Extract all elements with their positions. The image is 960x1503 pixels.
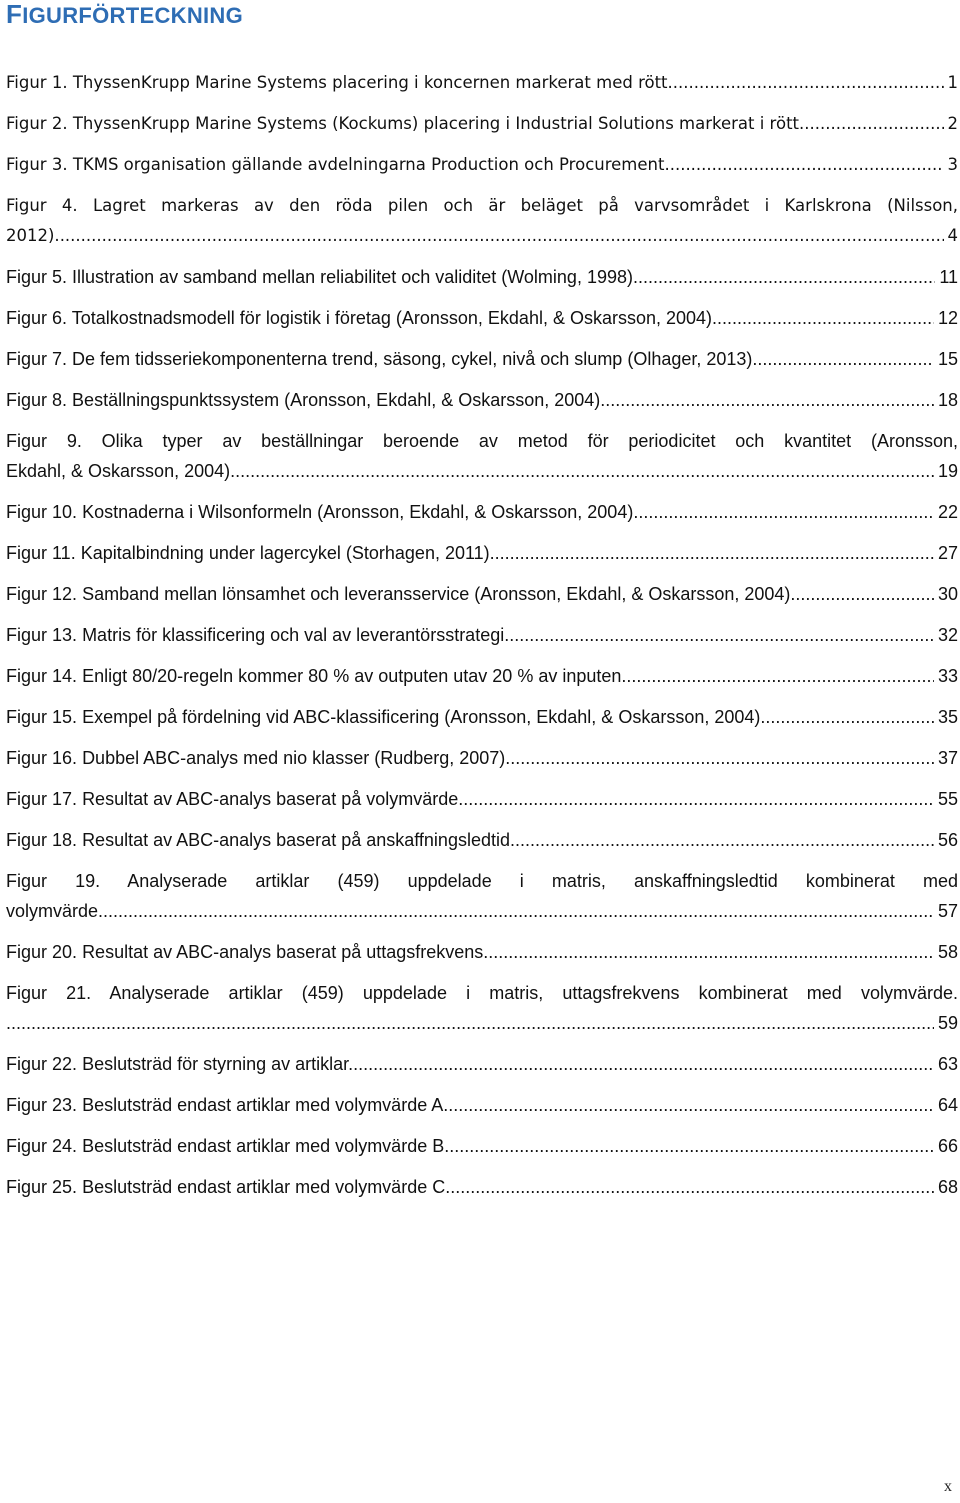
figure-entry[interactable]: [6, 620, 958, 650]
figure-text: Beslutsträd endast artiklar med volymvärde B.: [82, 1136, 450, 1156]
dot-leader: [448, 1090, 934, 1120]
page-number[interactable]: 63: [937, 1054, 958, 1074]
figure-entry[interactable]: [6, 385, 958, 415]
figure-caption: [6, 825, 515, 855]
heading-rest: IGURFÖRTECKNING: [22, 3, 244, 28]
figure-text: Beslutsträd endast artiklar med volymvärde C.: [82, 1177, 451, 1197]
figure-caption: [6, 109, 804, 139]
figure-entry[interactable]: [6, 191, 958, 251]
page-number[interactable]: 27: [937, 543, 958, 563]
figure-label: Figur 2.: [6, 114, 68, 133]
figure-list: [6, 68, 958, 1213]
page-number[interactable]: 3: [947, 155, 958, 174]
page-number[interactable]: 12: [937, 308, 958, 328]
dot-leader: [757, 344, 934, 374]
dot-leader: [605, 385, 934, 415]
page-number[interactable]: 37: [937, 748, 958, 768]
dot-leader: [717, 303, 934, 333]
figure-caption: [6, 150, 670, 180]
dot-leader: [103, 896, 934, 926]
figure-label: Figur 15.: [6, 707, 78, 727]
figure-label: Figur 10.: [6, 502, 78, 522]
page-number[interactable]: 22: [937, 502, 958, 522]
figure-label: Figur 1.: [6, 73, 68, 92]
dot-leader: [463, 784, 934, 814]
dot-leader: [638, 262, 935, 292]
figure-label: Figur 20.: [6, 942, 78, 962]
figure-entry[interactable]: [6, 426, 958, 486]
figure-label: Figur 14.: [6, 666, 78, 686]
figure-label: Figur 3.: [6, 155, 68, 174]
figure-text-line-1: Olika typer av beställningar beroende av metod för periodicitet och kvantitet (Aronsson,: [101, 431, 958, 451]
dot-leader: [670, 150, 944, 180]
figure-text: Beställningspunktssystem (Aronsson, Ekdahl, & Oskarsson, 2004).: [72, 390, 606, 410]
page-number[interactable]: 11: [939, 267, 958, 287]
figure-caption: [6, 1172, 450, 1202]
figure-label: Figur 19.: [6, 871, 101, 891]
figure-entry[interactable]: [6, 743, 958, 773]
figure-entry[interactable]: [6, 1131, 958, 1161]
page-number[interactable]: 64: [937, 1095, 958, 1115]
dot-leader: [795, 579, 934, 609]
footer-mark: x: [944, 1478, 952, 1495]
figure-entry[interactable]: [6, 303, 958, 333]
figure-caption-line-1: [6, 426, 958, 456]
page-number[interactable]: 66: [937, 1136, 958, 1156]
figure-text: Samband mellan lönsamhet och leveransservice (Aronsson, Ekdahl, & Oskarsson, 2004).: [82, 584, 796, 604]
heading-initial: F: [6, 0, 23, 29]
figure-text-line-1: Analyserade artiklar (459) uppdelade i matris, uttagsfrekvens kombinerat med volymvärde.: [109, 983, 958, 1003]
figure-caption: [6, 1049, 353, 1079]
figure-entry[interactable]: [6, 866, 958, 926]
figure-text: De fem tidsseriekomponenterna trend, säsong, cykel, nivå och slump (Olhager, 2013).: [72, 349, 758, 369]
figure-caption: [6, 68, 673, 98]
dot-leader: [673, 68, 944, 98]
figure-label: Figur 9.: [6, 431, 82, 451]
figure-text-line-2: Ekdahl, & Oskarsson, 2004).: [6, 461, 236, 481]
figure-caption: [6, 784, 463, 814]
dot-leader: [6, 1008, 934, 1038]
figure-text: Dubbel ABC-analys med nio klasser (Rudberg, 2007).: [82, 748, 511, 768]
figure-caption: [6, 385, 605, 415]
page-number[interactable]: 58: [937, 942, 958, 962]
figure-entry[interactable]: [6, 262, 958, 292]
page-number[interactable]: 68: [937, 1177, 958, 1197]
figure-text: Kapitalbindning under lagercykel (Storhagen, 2011).: [80, 543, 495, 563]
figure-label: Figur 8.: [6, 390, 68, 410]
dot-leader: [450, 1172, 934, 1202]
figure-caption: [6, 262, 638, 292]
figure-entry[interactable]: [6, 702, 958, 732]
figure-text: Matris för klassificering och val av leverantörsstrategi.: [82, 625, 510, 645]
dot-leader: [510, 743, 934, 773]
figure-text: ThyssenKrupp Marine Systems placering i koncernen markerat med rött.: [72, 73, 673, 92]
figure-text: Exempel på fördelning vid ABC-klassificering (Aronsson, Ekdahl, & Oskarsson, 2004).: [82, 707, 766, 727]
figure-caption: [6, 743, 510, 773]
figure-entry[interactable]: [6, 784, 958, 814]
figure-caption: [6, 538, 495, 568]
figure-caption: [6, 937, 488, 967]
figure-text: Resultat av ABC-analys baserat på uttagsfrekvens.: [82, 942, 489, 962]
dot-leader: [804, 109, 943, 139]
figure-text: TKMS organisation gällande avdelningarna Production och Procurement.: [72, 155, 670, 174]
figure-caption-line-1: [6, 191, 958, 221]
figure-caption: [6, 344, 757, 374]
figure-text: Resultat av ABC-analys baserat på anskaffningsledtid.: [82, 830, 515, 850]
figure-text: Beslutsträd för styrning av artiklar.: [82, 1054, 354, 1074]
figure-caption: [6, 661, 626, 691]
dot-leader: [353, 1049, 934, 1079]
page-number[interactable]: 1: [947, 73, 958, 92]
dot-leader: [235, 456, 934, 486]
figure-text-line-1: Lagret markeras av den röda pilen och är beläget på varvsområdet i Karlskrona (Nilsson,: [92, 196, 958, 215]
figure-text: Totalkostnadsmodell för logistik i företag (Aronsson, Ekdahl, & Oskarsson, 2004).: [71, 308, 718, 328]
figure-text: Resultat av ABC-analys baserat på volymvärde.: [82, 789, 464, 809]
figure-entry[interactable]: [6, 344, 958, 374]
page-number[interactable]: 15: [937, 349, 958, 369]
figure-entry[interactable]: [6, 825, 958, 855]
figure-text: Illustration av samband mellan reliabilitet och validitet (Wolming, 1998).: [72, 267, 638, 287]
figure-entry[interactable]: [6, 68, 958, 98]
page-number[interactable]: 35: [937, 707, 958, 727]
figure-text: Kostnaderna i Wilsonformeln (Aronsson, Ekdahl, & Oskarsson, 2004).: [82, 502, 639, 522]
dot-leader: [60, 221, 944, 251]
figure-label: Figur 18.: [6, 830, 78, 850]
figure-entry[interactable]: [6, 109, 958, 139]
figure-label: Figur 25.: [6, 1177, 78, 1197]
page-number[interactable]: 4: [947, 226, 958, 245]
figure-text-line-2: 2012).: [6, 226, 60, 245]
page-number[interactable]: 33: [937, 666, 958, 686]
figure-label: Figur 17.: [6, 789, 78, 809]
figure-caption: [6, 620, 509, 650]
figure-entry[interactable]: [6, 150, 958, 180]
page-number[interactable]: 59: [937, 1013, 958, 1033]
page-number[interactable]: 30: [937, 584, 958, 604]
page-number[interactable]: 18: [937, 390, 958, 410]
figure-caption-line-1: [6, 866, 958, 896]
figure-label: Figur 4.: [6, 196, 78, 215]
dot-leader: [626, 661, 934, 691]
figure-entry[interactable]: [6, 937, 958, 967]
page-number[interactable]: 56: [937, 830, 958, 850]
figure-label: Figur 16.: [6, 748, 78, 768]
figure-entry[interactable]: [6, 579, 958, 609]
figure-label: Figur 24.: [6, 1136, 78, 1156]
figure-label: Figur 22.: [6, 1054, 78, 1074]
figure-entry[interactable]: [6, 1049, 958, 1079]
figure-label: Figur 12.: [6, 584, 78, 604]
figure-entry[interactable]: [6, 1090, 958, 1120]
page-number[interactable]: 32: [937, 625, 958, 645]
figure-text: Beslutsträd endast artiklar med volymvärde A.: [82, 1095, 449, 1115]
dot-leader: [488, 937, 934, 967]
figure-text: ThyssenKrupp Marine Systems (Kockums) placering i Industrial Solutions markerat i rött.: [72, 114, 805, 133]
figure-entry[interactable]: [6, 1172, 958, 1202]
figure-label: Figur 6.: [6, 308, 68, 328]
figure-caption-line-1: [6, 978, 958, 1008]
figure-label: Figur 5.: [6, 267, 68, 287]
figure-entry[interactable]: [6, 661, 958, 691]
figure-entry[interactable]: [6, 497, 958, 527]
figure-caption: [6, 702, 765, 732]
figure-caption: [6, 1131, 449, 1161]
page-heading: [6, 0, 243, 30]
dot-leader: [495, 538, 934, 568]
figure-label: Figur 23.: [6, 1095, 78, 1115]
figure-caption: [6, 497, 638, 527]
dot-leader: [509, 620, 934, 650]
figure-caption: [6, 579, 795, 609]
figure-text: Enligt 80/20-regeln kommer 80 % av outputen utav 20 % av inputen.: [82, 666, 627, 686]
page-number[interactable]: 57: [937, 901, 958, 921]
figure-text-line-1: Analyserade artiklar (459) uppdelade i matris, anskaffningsledtid kombinerat med: [127, 871, 958, 891]
dot-leader: [638, 497, 934, 527]
dot-leader: [449, 1131, 934, 1161]
figure-label: Figur 21.: [6, 983, 92, 1003]
figure-caption: [6, 1090, 448, 1120]
figure-entry[interactable]: [6, 538, 958, 568]
page-number[interactable]: 19: [937, 461, 958, 481]
figure-caption: [6, 303, 717, 333]
figure-entry[interactable]: [6, 978, 958, 1038]
figure-text-line-2: volymvärde.: [6, 901, 104, 921]
dot-leader: [515, 825, 934, 855]
page-number[interactable]: 55: [937, 789, 958, 809]
figure-label: Figur 7.: [6, 349, 68, 369]
dot-leader: [765, 702, 934, 732]
figure-label: Figur 11.: [6, 543, 76, 563]
figure-label: Figur 13.: [6, 625, 78, 645]
page-number[interactable]: 2: [947, 114, 958, 133]
